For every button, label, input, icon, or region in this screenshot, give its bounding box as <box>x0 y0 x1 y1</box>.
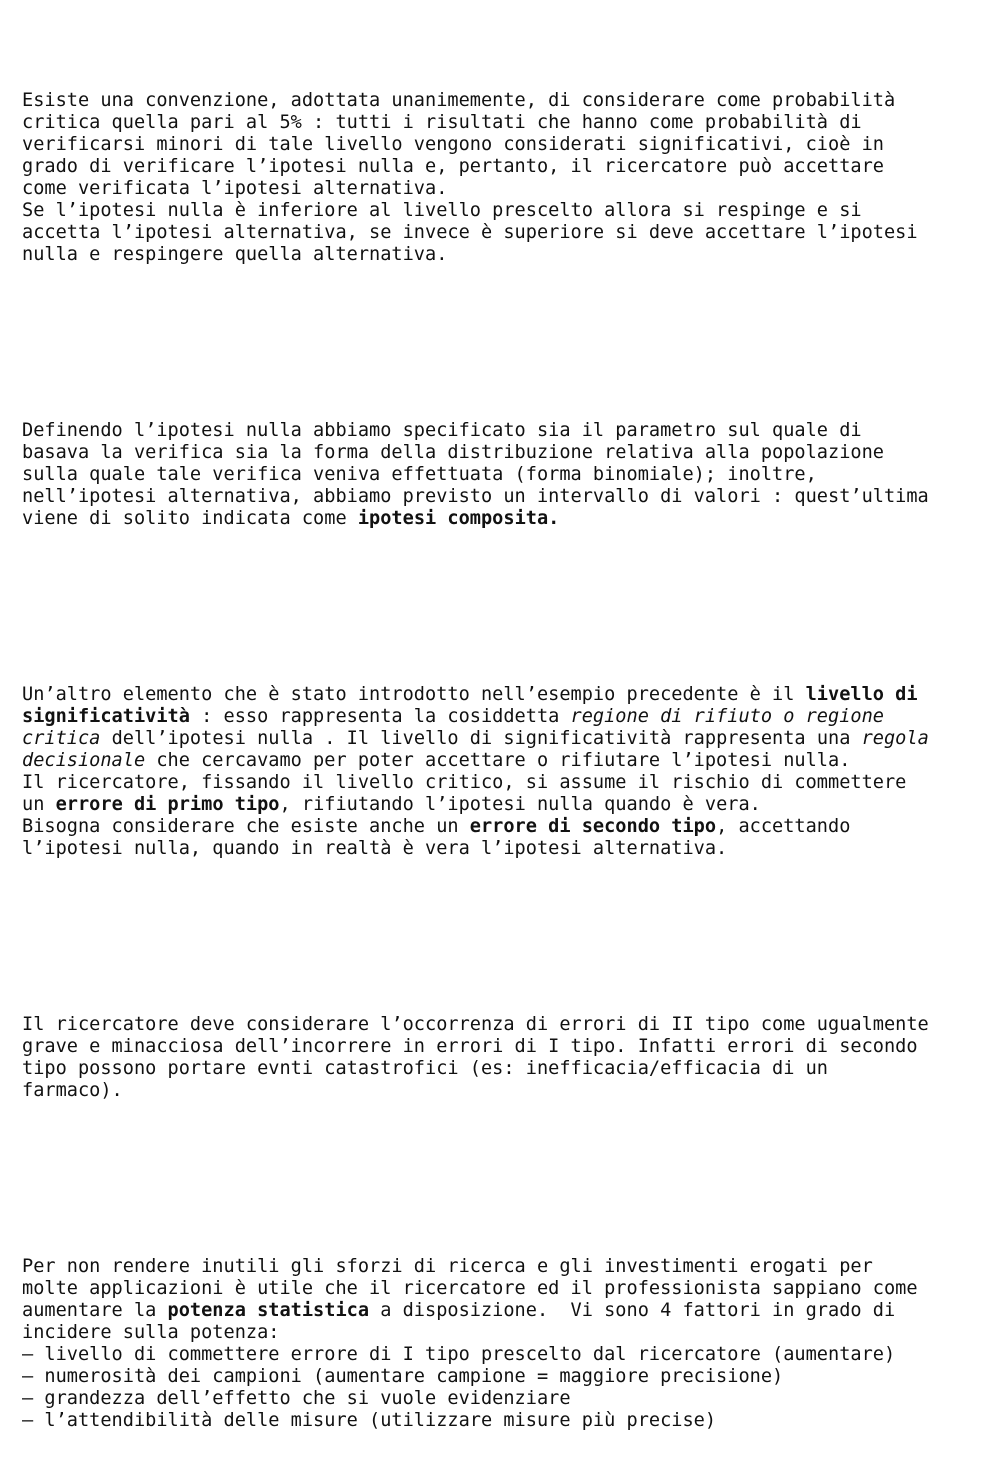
text-span: Bisogna considerare che esiste anche un <box>22 816 470 837</box>
text-line: Se l’ipotesi nulla è inferiore al livello prescelto allora si respinge e si <box>22 200 862 221</box>
list-item: – l’attendibilità delle misure (utilizzare misure più precise) <box>22 1410 717 1431</box>
bold-term: errore di primo tipo <box>55 794 280 815</box>
paragraph-convention <box>22 90 982 266</box>
text-span: viene di solito indicata come <box>22 508 358 529</box>
text-line: verificarsi minori di tale livello vengono considerati significativi, cioè in <box>22 134 884 155</box>
text-span: . <box>548 508 560 529</box>
text-line <box>22 794 982 816</box>
text-line <box>22 706 982 728</box>
text-line: Definendo l’ipotesi nulla abbiamo specificato sia il parametro sul quale di <box>22 420 862 441</box>
text-line: farmaco). <box>22 1080 123 1101</box>
italic-term: critica <box>22 728 101 749</box>
bold-term: potenza statistica <box>167 1300 370 1321</box>
list-item: – livello di commettere errore di I tipo prescelto dal ricercatore (aumentare) <box>22 1344 896 1365</box>
text-line <box>22 1300 982 1322</box>
text-line: basava la verifica sia la forma della distribuzione relativa alla popolazione <box>22 442 884 463</box>
text-span: un <box>22 794 56 815</box>
text-line: tipo possono portare evnti catastrofici (es: inefficacia/efficacia di un <box>22 1058 828 1079</box>
text-line <box>22 728 982 750</box>
paragraph-statistical-power <box>22 1256 982 1432</box>
paragraph-gap <box>22 332 982 354</box>
paragraph-gap <box>22 926 982 948</box>
paragraph-significance <box>22 684 982 860</box>
italic-term: decisionale <box>22 750 146 771</box>
text-line: Esiste una convenzione, adottata unanimemente, di considerare come probabilità <box>22 90 896 111</box>
paragraph-type-two-errors <box>22 1014 982 1102</box>
paragraph-null-hypothesis <box>22 420 982 530</box>
list-item: – grandezza dell’effetto che si vuole evidenziare <box>22 1388 571 1409</box>
document-page <box>22 24 982 1476</box>
text-line: come verificata l’ipotesi alternativa. <box>22 178 448 199</box>
bold-term: errore di secondo tipo <box>469 816 717 837</box>
text-span: , accettando <box>716 816 851 837</box>
text-line: nell’ipotesi alternativa, abbiamo previsto un intervallo di valori : quest’ultima <box>22 486 929 507</box>
paragraph-gap <box>22 596 982 618</box>
text-line <box>22 750 982 772</box>
text-span: a disposizione. Vi sono 4 fattori in grado di <box>369 1300 896 1321</box>
text-line: sulla quale tale verifica veniva effettuata (forma binomiale); inoltre, <box>22 464 817 485</box>
text-span: : esso rappresenta la cosiddetta <box>189 706 571 727</box>
text-line: Il ricercatore, fissando il livello critico, si assume il rischio di commettere <box>22 772 907 793</box>
text-span: dell’ipotesi nulla . Il livello di significatività rappresenta una <box>100 728 862 749</box>
text-line: Per non rendere inutili gli sforzi di ricerca e gli investimenti erogati per <box>22 1256 873 1277</box>
text-line: l’ipotesi nulla, quando in realtà è vera l’ipotesi alternativa. <box>22 838 728 859</box>
bold-term: significatività <box>22 706 190 727</box>
text-line: incidere sulla potenza: <box>22 1322 280 1343</box>
text-line: grado di verificare l’ipotesi nulla e, pertanto, il ricercatore può accettare <box>22 156 884 177</box>
text-line <box>22 816 982 838</box>
text-line: accetta l’ipotesi alternativa, se invece è superiore si deve accettare l’ipotesi <box>22 222 918 243</box>
text-line: nulla e respingere quella alternativa. <box>22 244 448 265</box>
text-span: aumentare la <box>22 1300 168 1321</box>
text-line <box>22 684 982 706</box>
text-line: grave e minacciosa dell’incorrere in errori di I tipo. Infatti errori di secondo <box>22 1036 918 1057</box>
italic-term: regione di rifiuto o regione <box>570 706 884 727</box>
text-line: critica quella pari al 5% : tutti i risultati che hanno come probabilità di <box>22 112 862 133</box>
text-line <box>22 508 982 530</box>
paragraph-gap <box>22 1168 982 1190</box>
text-line: molte applicazioni è utile che il ricercatore ed il professionista sappiano come <box>22 1278 918 1299</box>
bold-term: ipotesi composita <box>357 508 549 529</box>
list-item: – numerosità dei campioni (aumentare campione = maggiore precisione) <box>22 1366 784 1387</box>
text-span: che cercavamo per poter accettare o rifiutare l’ipotesi nulla. <box>145 750 851 771</box>
text-span: Un’altro elemento che è stato introdotto nell’esempio precedente è il <box>22 684 806 705</box>
text-line: Il ricercatore deve considerare l’occorrenza di errori di II tipo come ugualmente <box>22 1014 929 1035</box>
bold-term: livello di <box>805 684 918 705</box>
text-span: , rifiutando l’ipotesi nulla quando è vera. <box>279 794 761 815</box>
italic-term: regola <box>861 728 929 749</box>
